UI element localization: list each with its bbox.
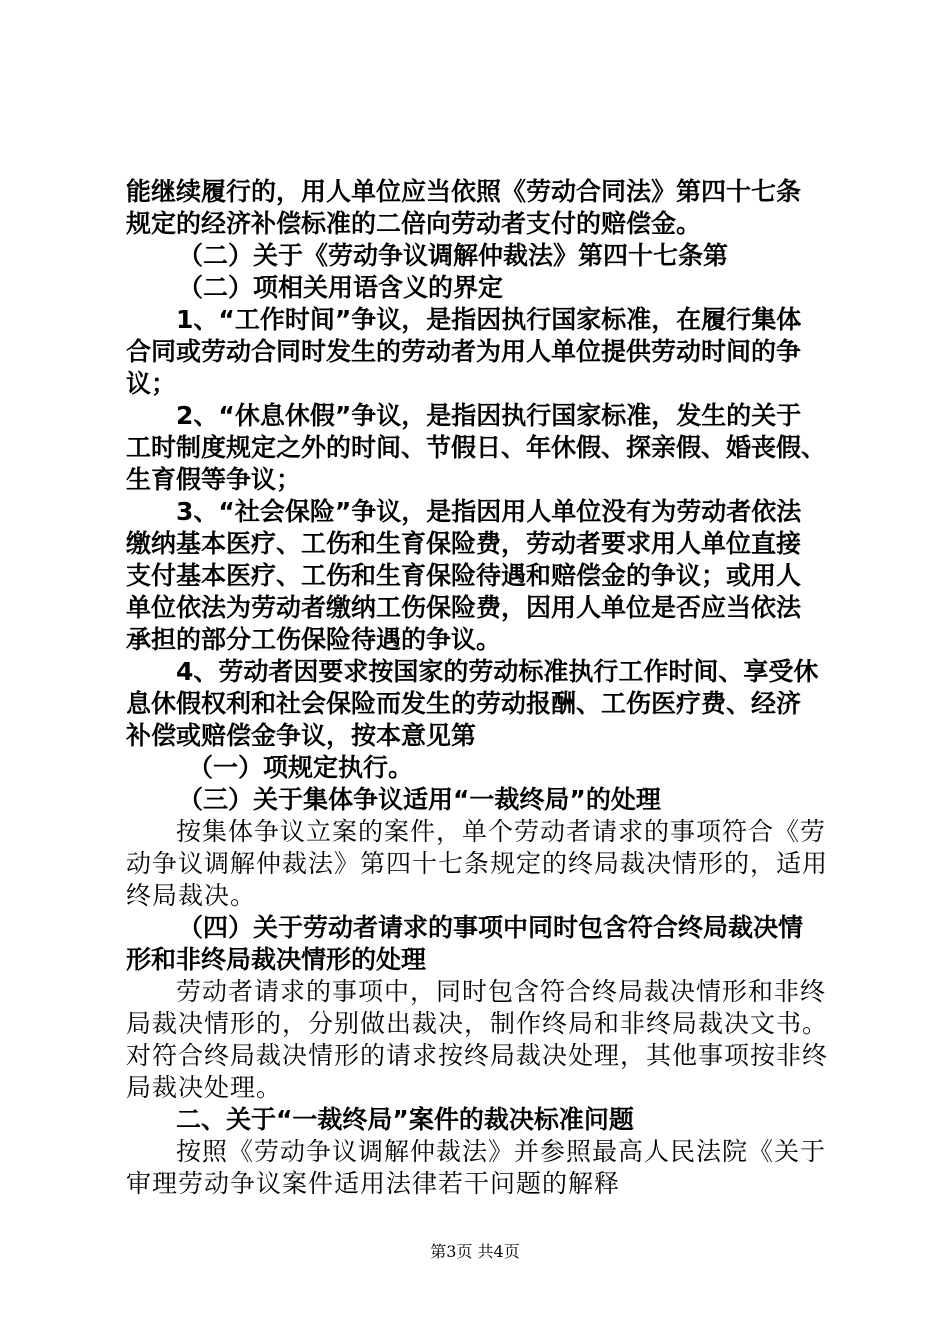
text-line: 承担的部分工伤保险待遇的争议。 [126, 625, 502, 654]
text-line: 补偿或赔偿金争议，按本意见第 [126, 721, 477, 750]
section-heading: （二）关于《劳动争议调解仲裁法》第四十七条第 [178, 241, 729, 270]
text-line: 3、“社会保险”争议，是指因用人单位没有为劳动者依法 [176, 497, 802, 526]
text-line: 劳动者请求的事项中，同时包含符合终局裁决情形和非终 [176, 977, 827, 1006]
text-line: 息休假权利和社会保险而发生的劳动报酬、工伤医疗费、经济 [126, 689, 802, 718]
text-line: 按照《劳动争议调解仲裁法》并参照最高人民法院《关于 [176, 1137, 827, 1166]
document-body [126, 176, 832, 1200]
section-heading: （四）关于劳动者请求的事项中同时包含符合终局裁决情 [178, 913, 804, 942]
text-line: 工时制度规定之外的时间、节假日、年休假、探亲假、婚丧假、 [126, 433, 827, 462]
text-line: 4、劳动者因要求按国家的劳动标准执行工作时间、享受休 [176, 657, 819, 686]
text-line: 缴纳基本医疗、工伤和生育保险费，劳动者要求用人单位直接 [126, 529, 802, 558]
text-line: 支付基本医疗、工伤和生育保险待遇和赔偿金的争议；或用人 [126, 561, 802, 590]
section-heading: （三）关于集体争议适用“一裁终局”的处理 [178, 785, 661, 814]
text-line: 议； [126, 369, 177, 398]
text-line: 局裁决处理。 [126, 1073, 283, 1102]
text-line: 生育假等争议； [126, 465, 302, 494]
text-line: 规定的经济补偿标准的二倍向劳动者支付的赔偿金。 [126, 209, 702, 238]
text-line: 终局裁决。 [126, 881, 257, 910]
section-heading: 形和非终局裁决情形的处理 [126, 945, 427, 974]
text-line: 按集体争议立案的案件，单个劳动者请求的事项符合《劳 [176, 817, 827, 846]
text-line: 1、“工作时间”争议，是指因执行国家标准，在履行集体 [176, 305, 802, 334]
text-line: 对符合终局裁决情形的请求按终局裁决处理，其他事项按非终 [126, 1041, 829, 1070]
text-line: 单位依法为劳动者缴纳工伤保险费，因用人单位是否应当依法 [126, 593, 802, 622]
text-line: 动争议调解仲裁法》第四十七条规定的终局裁决情形的，适用 [126, 849, 829, 878]
section-heading: 二、关于“一裁终局”案件的裁决标准问题 [176, 1105, 634, 1134]
text-line: 合同或劳动合同时发生的劳动者为用人单位提供劳动时间的争 [126, 337, 802, 366]
text-line: 局裁决情形的，分别做出裁决，制作终局和非终局裁决文书。 [126, 1009, 829, 1038]
text-line: （一）项规定执行。 [188, 753, 414, 782]
section-heading: （二）项相关用语含义的界定 [178, 273, 504, 302]
text-line: 2、“休息休假”争议，是指因执行国家标准，发生的关于 [176, 401, 802, 430]
page-number-footer: 第3页 共4页 [430, 1242, 520, 1261]
text-line: 能继续履行的，用人单位应当依照《劳动合同法》第四十七条 [126, 177, 802, 206]
text-line: 审理劳动争议案件适用法律若干问题的解释 [126, 1169, 621, 1198]
